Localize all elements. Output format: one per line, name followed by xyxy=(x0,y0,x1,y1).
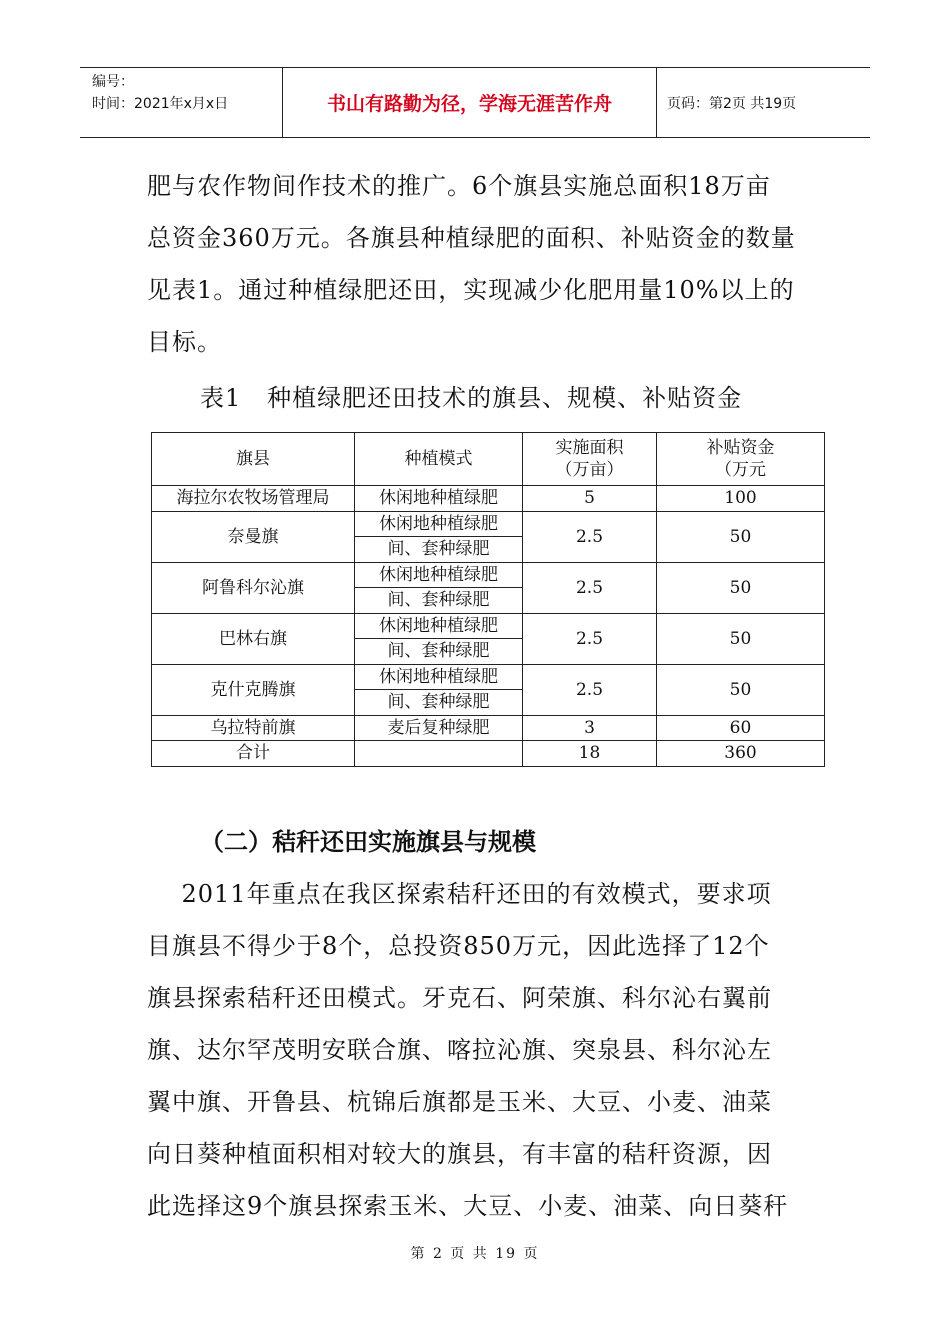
cell-county: 巴林右旗 xyxy=(152,613,355,664)
text-line: 向日葵种植面积相对较大的旗县，有丰富的秸秆资源，因 xyxy=(147,1140,772,1168)
table-row xyxy=(152,715,825,741)
table-total-row xyxy=(152,741,825,767)
header-area-line1: 实施面积 xyxy=(555,438,624,458)
cell-county: 海拉尔农牧场管理局 xyxy=(152,486,355,512)
header-fund xyxy=(657,433,825,486)
table-row xyxy=(152,664,825,690)
header-mode: 种植模式 xyxy=(355,433,523,486)
cell-county: 乌拉特前旗 xyxy=(152,715,355,741)
cell-mode: 休闲地种植绿肥 xyxy=(355,486,523,512)
cell-county: 合计 xyxy=(152,741,355,767)
paragraph-2 xyxy=(147,868,827,1232)
cell-county: 阿鲁科尔沁旗 xyxy=(152,562,355,613)
text-line: 肥与农作物间作技术的推广。6个旗县实施总面积18万亩 xyxy=(147,172,771,200)
text-line: 2011年重点在我区探索秸秆还田的有效模式，要求项 xyxy=(147,880,772,908)
cell-mode: 休闲地种植绿肥 xyxy=(355,562,523,588)
header-county: 旗县 xyxy=(152,433,355,486)
header-motto: 书山有路勤为径，学海无涯苦作舟 xyxy=(326,93,612,115)
cell-fund: 50 xyxy=(657,613,825,664)
cell-fund: 50 xyxy=(657,511,825,562)
cell-mode xyxy=(355,741,523,767)
header-meta xyxy=(92,71,292,115)
cell-area: 5 xyxy=(523,486,657,512)
table-caption: 表1 种植绿肥还田技术的旗县、规模、补贴资金 xyxy=(200,384,743,412)
cell-mode: 间、套种绿肥 xyxy=(355,537,523,563)
table-header-row xyxy=(152,433,825,486)
table-row xyxy=(152,486,825,512)
cell-mode: 休闲地种植绿肥 xyxy=(355,511,523,537)
cell-area: 2.5 xyxy=(523,613,657,664)
cell-fund: 60 xyxy=(657,715,825,741)
cell-mode: 间、套种绿肥 xyxy=(355,690,523,716)
cell-area: 2.5 xyxy=(523,511,657,562)
table-row xyxy=(152,562,825,588)
header-page-info: 页码：第2页 共19页 xyxy=(667,95,797,112)
cell-fund: 50 xyxy=(657,562,825,613)
doc-time: 时间：2021年x月x日 xyxy=(92,96,229,112)
data-table xyxy=(151,432,825,767)
text-line: 此选择这9个旗县探索玉米、大豆、小麦、油菜、向日葵秆 xyxy=(147,1192,789,1220)
header-fund-line2: （万元 xyxy=(715,460,766,480)
paragraph-1 xyxy=(147,160,827,368)
text-line: 总资金360万元。各旗县种植绿肥的面积、补贴资金的数量 xyxy=(147,224,796,252)
text-line: 旗、达尔罕茂明安联合旗、喀拉沁旗、突泉县、科尔沁左 xyxy=(147,1036,772,1064)
header-area xyxy=(523,433,657,486)
text-line: 见表1。通过种植绿肥还田，实现减少化肥用量10%以上的 xyxy=(147,276,795,304)
cell-area: 3 xyxy=(523,715,657,741)
page-footer: 第 2 页 共 19 页 xyxy=(410,1246,540,1262)
cell-mode: 间、套种绿肥 xyxy=(355,588,523,614)
cell-area: 2.5 xyxy=(523,562,657,613)
table-row xyxy=(152,511,825,537)
cell-area: 2.5 xyxy=(523,664,657,715)
cell-fund: 50 xyxy=(657,664,825,715)
text-line: 目旗县不得少于8个，总投资850万元，因此选择了12个 xyxy=(147,932,770,960)
cell-mode: 休闲地种植绿肥 xyxy=(355,664,523,690)
text-line: 旗县探索秸秆还田模式。牙克石、阿荣旗、科尔沁右翼前 xyxy=(147,984,772,1012)
header-area-line2: （万亩） xyxy=(555,460,624,480)
text-line: 翼中旗、开鲁县、杭锦后旗都是玉米、大豆、小麦、油菜 xyxy=(147,1088,772,1116)
cell-mode: 麦后复种绿肥 xyxy=(355,715,523,741)
section-heading: （二）秸秆还田实施旗县与规模 xyxy=(200,828,536,856)
cell-mode: 间、套种绿肥 xyxy=(355,639,523,665)
page-header xyxy=(80,67,870,138)
cell-mode: 休闲地种植绿肥 xyxy=(355,613,523,639)
header-fund-line1: 补贴资金 xyxy=(706,438,775,458)
table-row xyxy=(152,613,825,639)
cell-fund: 100 xyxy=(657,486,825,512)
cell-area: 18 xyxy=(523,741,657,767)
header-divider xyxy=(656,68,657,137)
cell-county: 奈曼旗 xyxy=(152,511,355,562)
cell-county: 克什克腾旗 xyxy=(152,664,355,715)
doc-code: 编号： xyxy=(92,74,134,90)
text-line: 目标。 xyxy=(147,328,222,356)
cell-fund: 360 xyxy=(657,741,825,767)
